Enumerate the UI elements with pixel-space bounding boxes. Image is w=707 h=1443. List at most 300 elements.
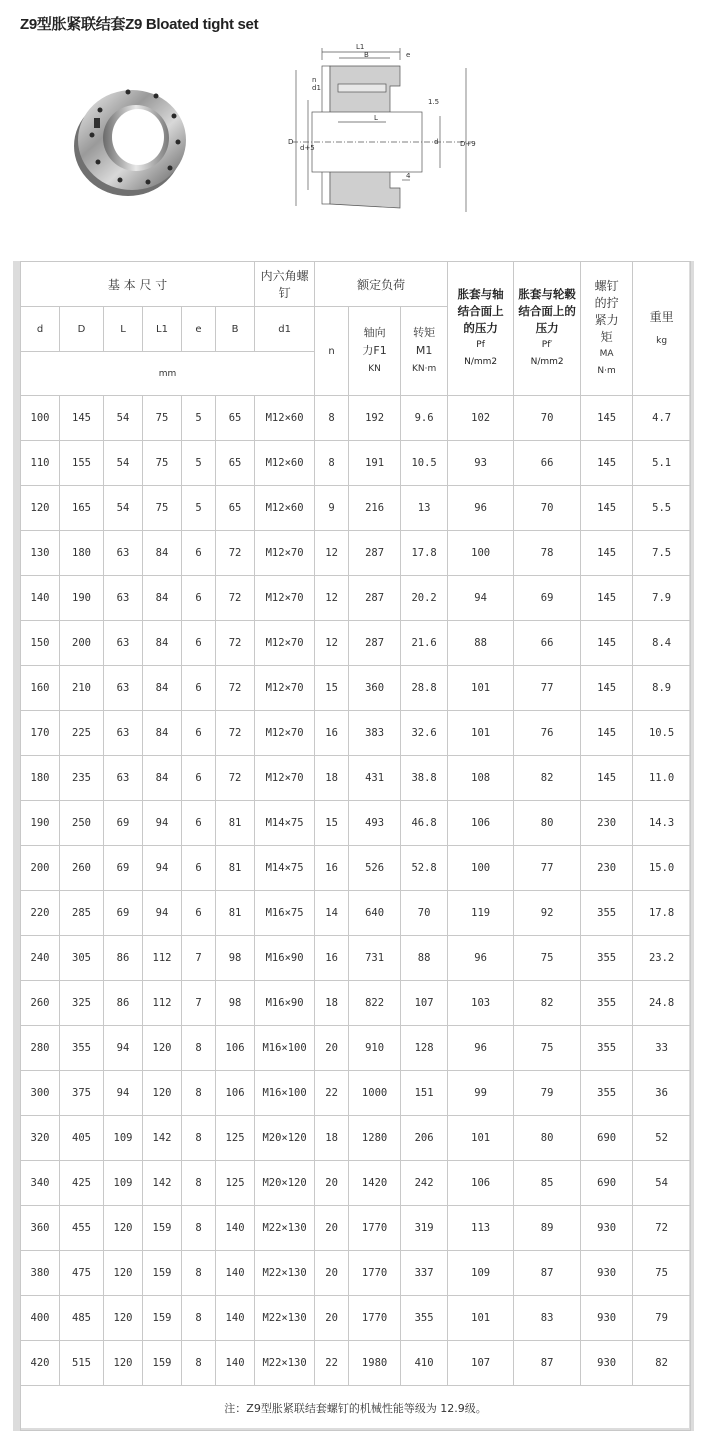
table-cell: 120 [104,1296,143,1341]
table-cell: 425 [60,1161,104,1206]
table-cell: 9.6 [401,396,448,441]
table-cell: 20 [315,1161,349,1206]
table-cell: 1980 [349,1341,401,1386]
table-cell: 355 [581,1071,633,1116]
table-cell: 690 [581,1161,633,1206]
unit-mm: mm [21,352,315,396]
table-cell: 92 [514,891,581,936]
table-cell: 6 [182,711,216,756]
table-cell: 18 [315,981,349,1026]
table-cell: M12×70 [255,711,315,756]
table-cell: 337 [401,1251,448,1296]
table-cell: 96 [448,1026,514,1071]
header-basic-size: 基 本 尺 寸 [21,262,255,307]
table-cell: 54 [104,441,143,486]
table-cell: 260 [21,981,60,1026]
table-cell: 8.9 [633,666,691,711]
table-cell: 159 [143,1251,182,1296]
table-cell: 120 [21,486,60,531]
table-cell: 84 [143,576,182,621]
table-cell: 5.1 [633,441,691,486]
col-torque-title: 转矩 M1 [413,326,436,357]
table-cell: 731 [349,936,401,981]
table-cell: 16 [315,846,349,891]
table-note: 注：Z9型胀紧联结套螺钉的机械性能等级为 12.9级。 [21,1386,691,1431]
table-cell: 107 [448,1341,514,1386]
table-cell: M22×130 [255,1341,315,1386]
header-ma-title: 螺钉的拧 紧力 矩 [594,278,619,344]
table-cell: 84 [143,756,182,801]
table-cell: 69 [104,891,143,936]
table-cell: 82 [514,981,581,1026]
table-cell: 640 [349,891,401,936]
col-axial-unit: KN [368,364,381,374]
table-cell: 8 [182,1206,216,1251]
table-cell: 103 [448,981,514,1026]
spec-table [20,261,691,1431]
table-cell: 22 [315,1341,349,1386]
table-cell: 109 [448,1251,514,1296]
table-cell: 86 [104,936,143,981]
table-cell: 85 [514,1161,581,1206]
table-cell: 822 [349,981,401,1026]
table-row [21,1161,691,1206]
table-cell: 16 [315,711,349,756]
table-cell: 200 [21,846,60,891]
table-cell: M14×75 [255,846,315,891]
table-cell: 1280 [349,1116,401,1161]
table-cell: 84 [143,531,182,576]
table-cell: 112 [143,981,182,1026]
table-cell: 100 [21,396,60,441]
table-cell: 250 [60,801,104,846]
label-l: L [374,114,378,122]
table-cell: 112 [143,936,182,981]
col-n: n [315,307,349,396]
label-n: n [312,76,317,84]
table-cell: 6 [182,576,216,621]
table-cell: 200 [60,621,104,666]
label-d5: d+5 [300,144,315,152]
table-cell: 72 [216,621,255,666]
table-cell: 220 [21,891,60,936]
table-cell: 80 [514,1116,581,1161]
table-cell: 6 [182,621,216,666]
table-cell: 355 [581,981,633,1026]
col-torque [401,307,448,396]
table-cell: 77 [514,666,581,711]
table-cell: 930 [581,1251,633,1296]
table-cell: 1000 [349,1071,401,1116]
table-cell: 287 [349,576,401,621]
table-cell: 142 [143,1161,182,1206]
table-cell: 400 [21,1296,60,1341]
table-cell: 72 [633,1206,691,1251]
header-pf-sym: Pf [476,340,485,350]
table-cell: 145 [581,711,633,756]
table-cell: 84 [143,621,182,666]
table-cell: 32.6 [401,711,448,756]
table-cell: 82 [633,1341,691,1386]
table-cell: 88 [401,936,448,981]
table-cell: 8 [315,441,349,486]
col-axial-title: 轴向力F1 [362,326,387,357]
table-cell: 101 [448,666,514,711]
table-cell: M22×130 [255,1206,315,1251]
table-row [21,846,691,891]
table-cell: 14 [315,891,349,936]
table-cell: 65 [216,486,255,531]
table-cell: 120 [104,1341,143,1386]
table-cell: 190 [60,576,104,621]
table-cell: 21.6 [401,621,448,666]
table-cell: 94 [104,1026,143,1071]
table-cell: 69 [104,801,143,846]
table-cell: 119 [448,891,514,936]
table-cell: 410 [401,1341,448,1386]
table-cell: 94 [104,1071,143,1116]
header-pf-title: 胀套与轴结合面上的压力 [457,287,504,335]
table-cell: 75 [143,396,182,441]
table-cell: 180 [21,756,60,801]
table-cell: 319 [401,1206,448,1251]
table-cell: 8 [182,1161,216,1206]
table-cell: 287 [349,621,401,666]
label-b: B [364,51,369,59]
table-cell: 216 [349,486,401,531]
table-cell: 240 [21,936,60,981]
table-cell: 235 [60,756,104,801]
table-cell: M22×130 [255,1296,315,1341]
table-cell: 101 [448,1296,514,1341]
table-cell: M16×100 [255,1026,315,1071]
table-cell: 7 [182,936,216,981]
table-cell: M12×60 [255,441,315,486]
table-cell: 4.7 [633,396,691,441]
table-cell: 54 [104,396,143,441]
table-cell: 1770 [349,1206,401,1251]
table-cell: 87 [514,1341,581,1386]
table-cell: 360 [349,666,401,711]
table-cell: 72 [216,756,255,801]
table-cell: 285 [60,891,104,936]
table-cell: 493 [349,801,401,846]
table-cell: 96 [448,486,514,531]
table-cell: M12×70 [255,576,315,621]
table-cell: 130 [21,531,60,576]
table-cell: 93 [448,441,514,486]
table-cell: 355 [581,936,633,981]
table-cell: 8 [315,396,349,441]
table-row [21,486,691,531]
table-cell: 12 [315,576,349,621]
col-D: D [60,307,104,352]
table-cell: 8.4 [633,621,691,666]
table-cell: 9 [315,486,349,531]
spec-table-frame [13,261,694,1431]
table-cell: 526 [349,846,401,891]
table-cell: 5 [182,441,216,486]
table-cell: 22 [315,1071,349,1116]
table-cell: 98 [216,936,255,981]
table-cell: 355 [401,1296,448,1341]
table-cell: 11.0 [633,756,691,801]
table-cell: 70 [514,396,581,441]
table-cell: 54 [633,1161,691,1206]
table-cell: 79 [633,1296,691,1341]
label-l1: L1 [356,43,365,51]
table-cell: 455 [60,1206,104,1251]
table-row [21,666,691,711]
table-row [21,531,691,576]
table-cell: 155 [60,441,104,486]
table-cell: 145 [581,666,633,711]
col-L: L [104,307,143,352]
table-cell: 210 [60,666,104,711]
header-ma-sym: MA [599,348,614,359]
table-cell: 20 [315,1026,349,1071]
table-cell: 84 [143,666,182,711]
table-cell: 52.8 [401,846,448,891]
table-cell: 107 [401,981,448,1026]
table-row [21,1341,691,1386]
table-cell: 160 [21,666,60,711]
table-cell: 191 [349,441,401,486]
label-d: d [434,138,439,146]
table-cell: 8 [182,1071,216,1116]
header-weight [633,262,691,396]
table-row [21,1071,691,1116]
table-cell: 142 [143,1116,182,1161]
header-pf2 [514,262,581,396]
table-cell: 6 [182,801,216,846]
table-cell: 300 [21,1071,60,1116]
header-load: 额定负荷 [315,262,448,307]
table-cell: 75 [514,1026,581,1071]
label-d-big: D [288,138,294,146]
table-cell: 75 [143,486,182,531]
table-cell: 7.9 [633,576,691,621]
table-row [21,981,691,1026]
header-pf2-title: 胀套与轮毂结合面上的压力 [518,287,576,335]
col-torque-unit: KN·m [411,364,437,374]
table-cell: 120 [143,1071,182,1116]
table-cell: 165 [60,486,104,531]
col-e: e [182,307,216,352]
table-cell: 81 [216,846,255,891]
table-cell: 6 [182,846,216,891]
table-cell: 69 [514,576,581,621]
table-cell: 24.8 [633,981,691,1026]
table-cell: 66 [514,441,581,486]
table-cell: 20.2 [401,576,448,621]
table-cell: 20 [315,1251,349,1296]
table-body [21,396,691,1386]
table-cell: 225 [60,711,104,756]
table-cell: 79 [514,1071,581,1116]
table-row [21,1026,691,1071]
table-cell: 72 [216,576,255,621]
table-cell: 100 [448,846,514,891]
table-cell: 63 [104,621,143,666]
table-cell: 355 [581,1026,633,1071]
table-row [21,441,691,486]
label-d1: d1 [312,84,321,92]
table-cell: 72 [216,711,255,756]
col-axial [349,307,401,396]
table-cell: 170 [21,711,60,756]
table-cell: 6 [182,891,216,936]
table-cell: M22×130 [255,1251,315,1296]
table-cell: M12×70 [255,621,315,666]
table-cell: 52 [633,1116,691,1161]
table-cell: M16×75 [255,891,315,936]
table-cell: 106 [448,801,514,846]
table-cell: 83 [514,1296,581,1341]
table-cell: 10.5 [401,441,448,486]
table-cell: 98 [216,981,255,1026]
table-cell: 260 [60,846,104,891]
col-d: d [21,307,60,352]
table-cell: 230 [581,846,633,891]
table-cell: 82 [514,756,581,801]
product-photo [70,80,190,200]
label-1-5: 1.5 [428,98,440,106]
table-cell: 100 [448,531,514,576]
table-row [21,1251,691,1296]
table-cell: 76 [514,711,581,756]
table-cell: 145 [581,531,633,576]
table-cell: 109 [104,1161,143,1206]
table-cell: 84 [143,711,182,756]
table-cell: M12×70 [255,531,315,576]
table-cell: 89 [514,1206,581,1251]
table-cell: 5 [182,486,216,531]
table-cell: M12×70 [255,756,315,801]
table-cell: 20 [315,1296,349,1341]
table-cell: 18 [315,1116,349,1161]
table-cell: 325 [60,981,104,1026]
table-cell: 145 [581,756,633,801]
table-row [21,1116,691,1161]
table-cell: 101 [448,711,514,756]
table-cell: 17.8 [633,891,691,936]
label-e: e [406,51,411,59]
table-row [21,711,691,756]
header-pf-unit: N/mm2 [464,357,498,367]
table-cell: 17.8 [401,531,448,576]
table-cell: M20×120 [255,1116,315,1161]
table-cell: 145 [581,576,633,621]
table-cell: 28.8 [401,666,448,711]
table-cell: 145 [60,396,104,441]
table-cell: 72 [216,666,255,711]
table-cell: M20×120 [255,1161,315,1206]
table-cell: 140 [216,1251,255,1296]
table-cell: 180 [60,531,104,576]
table-cell: 66 [514,621,581,666]
table-cell: 16 [315,936,349,981]
label-d9: D+9 [460,140,476,148]
table-cell: 15 [315,801,349,846]
table-cell: 159 [143,1206,182,1251]
table-cell: 36 [633,1071,691,1116]
table-cell: 8 [182,1341,216,1386]
table-cell: 106 [216,1071,255,1116]
table-cell: 5.5 [633,486,691,531]
table-cell: 280 [21,1026,60,1071]
table-cell: 70 [401,891,448,936]
table-cell: 8 [182,1296,216,1341]
table-cell: 287 [349,531,401,576]
table-cell: 99 [448,1071,514,1116]
table-row [21,576,691,621]
table-cell: 54 [104,486,143,531]
table-cell: 106 [448,1161,514,1206]
header-screw: 内六角螺钉 [255,262,315,307]
table-cell: 140 [216,1341,255,1386]
table-cell: 33 [633,1026,691,1071]
table-cell: 7 [182,981,216,1026]
table-cell: 87 [514,1251,581,1296]
table-cell: 65 [216,396,255,441]
table-cell: 242 [401,1161,448,1206]
table-cell: 113 [448,1206,514,1251]
table-cell: 485 [60,1296,104,1341]
table-cell: 63 [104,756,143,801]
header-pf2-unit: N/mm2 [530,357,564,367]
table-row [21,1206,691,1251]
page-title: Z9型胀紧联结套Z9 Bloated tight set [20,16,259,33]
table-row [21,891,691,936]
table-cell: 355 [60,1026,104,1071]
table-cell: 63 [104,576,143,621]
table-cell: 63 [104,711,143,756]
table-cell: 190 [21,801,60,846]
table-cell: 106 [216,1026,255,1071]
table-cell: 70 [514,486,581,531]
table-cell: 145 [581,441,633,486]
header-pf2-sym: Pf′ [541,340,553,350]
technical-drawing [282,40,482,215]
table-cell: M16×100 [255,1071,315,1116]
table-cell: 38.8 [401,756,448,801]
table-cell: 102 [448,396,514,441]
table-cell: 63 [104,666,143,711]
table-cell: 75 [633,1251,691,1296]
table-cell: 6 [182,666,216,711]
col-B: B [216,307,255,352]
table-cell: 63 [104,531,143,576]
table-cell: 8 [182,1116,216,1161]
table-cell: 145 [581,396,633,441]
table-cell: 140 [21,576,60,621]
table-cell: 355 [581,891,633,936]
table-cell: 81 [216,801,255,846]
table-cell: 128 [401,1026,448,1071]
table-cell: 72 [216,531,255,576]
table-cell: 1770 [349,1296,401,1341]
table-cell: 320 [21,1116,60,1161]
table-cell: 125 [216,1161,255,1206]
table-cell: 94 [143,846,182,891]
table-cell: 18 [315,756,349,801]
table-cell: 150 [21,621,60,666]
table-cell: M14×75 [255,801,315,846]
table-cell: 109 [104,1116,143,1161]
table-cell: 20 [315,1206,349,1251]
table-cell: 380 [21,1251,60,1296]
